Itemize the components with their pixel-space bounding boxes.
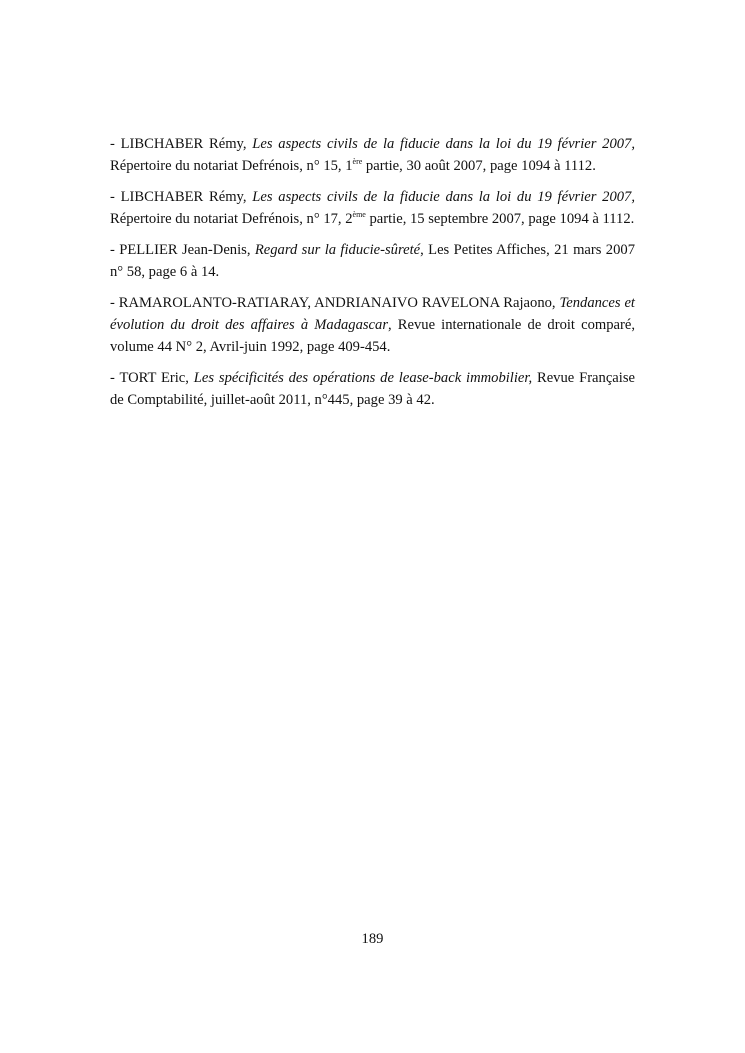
- reference-ordinal-suffix: ème: [352, 210, 366, 219]
- reference-item: [110, 133, 635, 177]
- bibliography-list: [110, 133, 635, 420]
- reference-details: partie, 15 septembre 2007, page 1094 à 1112.: [365, 211, 635, 227]
- reference-author: - PELLIER Jean-Denis,: [110, 242, 255, 258]
- reference-details: partie, 30 août 2007, page 1094 à 1112.: [362, 158, 596, 174]
- reference-details: Revue Française de Comptabilité, juillet-août 2011, n°445, page 39 à 42.: [110, 370, 635, 408]
- reference-author: - LIBCHABER Rémy,: [110, 189, 253, 205]
- reference-title: Les spécificités des opérations de lease-back immobilier,: [193, 370, 533, 386]
- reference-title: Regard sur la fiducie-sûreté: [254, 242, 421, 258]
- reference-item: [110, 186, 635, 230]
- page-number: 189: [361, 931, 384, 947]
- reference-details: , Les Petites Affiches, 21 mars 2007 n° 58, page 6 à 14.: [110, 242, 635, 280]
- reference-author: - TORT Eric,: [110, 370, 194, 386]
- reference-author: - RAMAROLANTO-RATIARAY, ANDRIANAIVO RAVELONA Rajaono,: [110, 295, 560, 311]
- reference-item: [110, 367, 635, 411]
- reference-title: Tendances et évolution du droit des affaires à Madagascar: [110, 295, 635, 333]
- reference-title: Les aspects civils de la fiducie dans la loi du 19 février 2007,: [252, 136, 635, 152]
- reference-source: Répertoire du notariat Defrénois, n° 17, 2: [110, 211, 353, 227]
- reference-item: [110, 239, 635, 283]
- reference-details: , Revue internationale de droit comparé, volume 44 N° 2, Avril-juin 1992, page 409-454.: [110, 317, 635, 355]
- reference-item: [110, 292, 635, 358]
- reference-author: - LIBCHABER Rémy,: [110, 136, 253, 152]
- reference-ordinal-suffix: ère: [352, 157, 363, 166]
- reference-source: Répertoire du notariat Defrénois, n° 15, 1: [110, 158, 353, 174]
- reference-title: Les aspects civils de la fiducie dans la loi du 19 février 2007,: [252, 189, 635, 205]
